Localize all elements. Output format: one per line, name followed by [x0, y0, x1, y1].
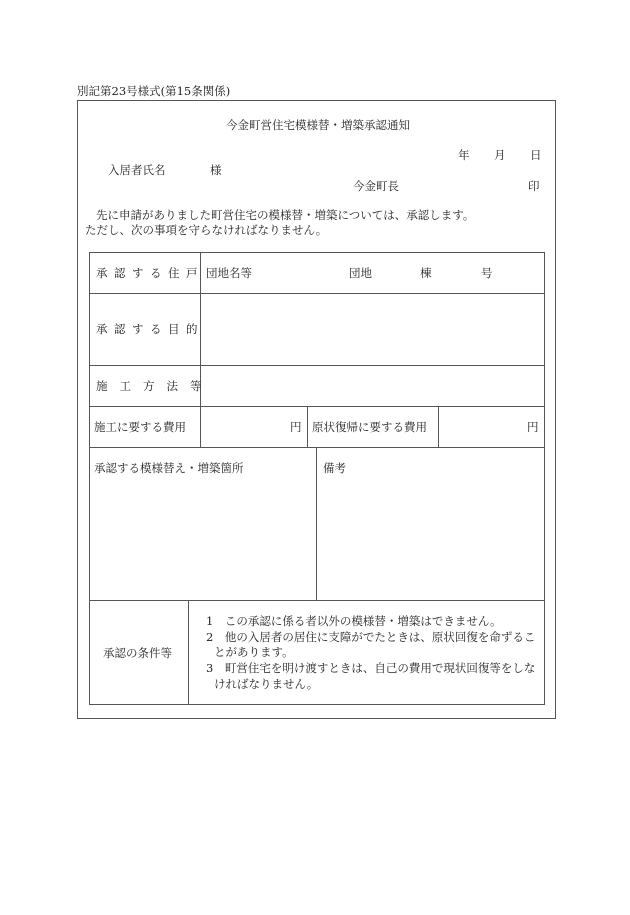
column-divider	[316, 447, 317, 600]
condition-3: 3 町営住宅を明け渡すときは、自己の費用で現状回復等をしな	[206, 661, 536, 675]
method-label: 施工方法等	[96, 379, 214, 393]
condition-2-continued: とがあります。	[214, 645, 294, 659]
row-divider	[89, 406, 545, 407]
condition-1: 1 この承認に係る者以外の模様替・増築はできません。	[206, 614, 502, 628]
yen-unit: 円	[527, 420, 539, 434]
issuer-name: 今金町長	[353, 179, 399, 193]
row-divider	[89, 365, 545, 366]
body-line-1: 先に申請がありました町営住宅の模様替・増築については、承認します。	[96, 208, 475, 222]
honorific: 様	[210, 163, 222, 177]
form-number: 別記第23号様式(第15条関係)	[77, 84, 231, 98]
column-divider	[438, 406, 439, 447]
remarks-label: 備考	[323, 461, 346, 475]
condition-3-continued: ければなりません。	[214, 677, 319, 691]
resident-name-label: 入居者氏名	[108, 163, 166, 177]
purpose-label: 承認する目的	[96, 322, 204, 336]
address-label: 承認する住戸	[96, 266, 204, 280]
column-divider	[307, 406, 308, 447]
column-divider	[188, 600, 189, 705]
restoration-cost-label: 原状復帰に要する費用	[312, 420, 427, 434]
body-line-2: ただし、次の事項を守らなければなりません。	[85, 223, 328, 237]
row-divider	[89, 600, 545, 601]
date-year-label: 年	[458, 148, 470, 162]
row-divider	[89, 447, 545, 448]
row-divider	[89, 293, 545, 294]
complex-name-label: 団地名等	[206, 266, 252, 280]
condition-2: 2 他の入居者の居住に支障がでたときは、原状回復を命ずるこ	[206, 630, 536, 644]
building-label: 棟	[420, 266, 432, 280]
yen-unit: 円	[290, 420, 302, 434]
unit-number-label: 号	[481, 266, 493, 280]
seal-mark: 印	[528, 179, 540, 193]
complex-label: 団地	[349, 266, 372, 280]
date-day-label: 日	[530, 148, 542, 162]
conditions-label: 承認の条件等	[103, 646, 172, 660]
construction-cost-label: 施工に要する費用	[94, 420, 186, 434]
alteration-location-label: 承認する模様替え・増築箇所	[94, 461, 244, 475]
form-title: 今金町営住宅模様替・増築承認通知	[226, 118, 410, 132]
date-month-label: 月	[494, 148, 506, 162]
column-divider	[200, 252, 201, 447]
